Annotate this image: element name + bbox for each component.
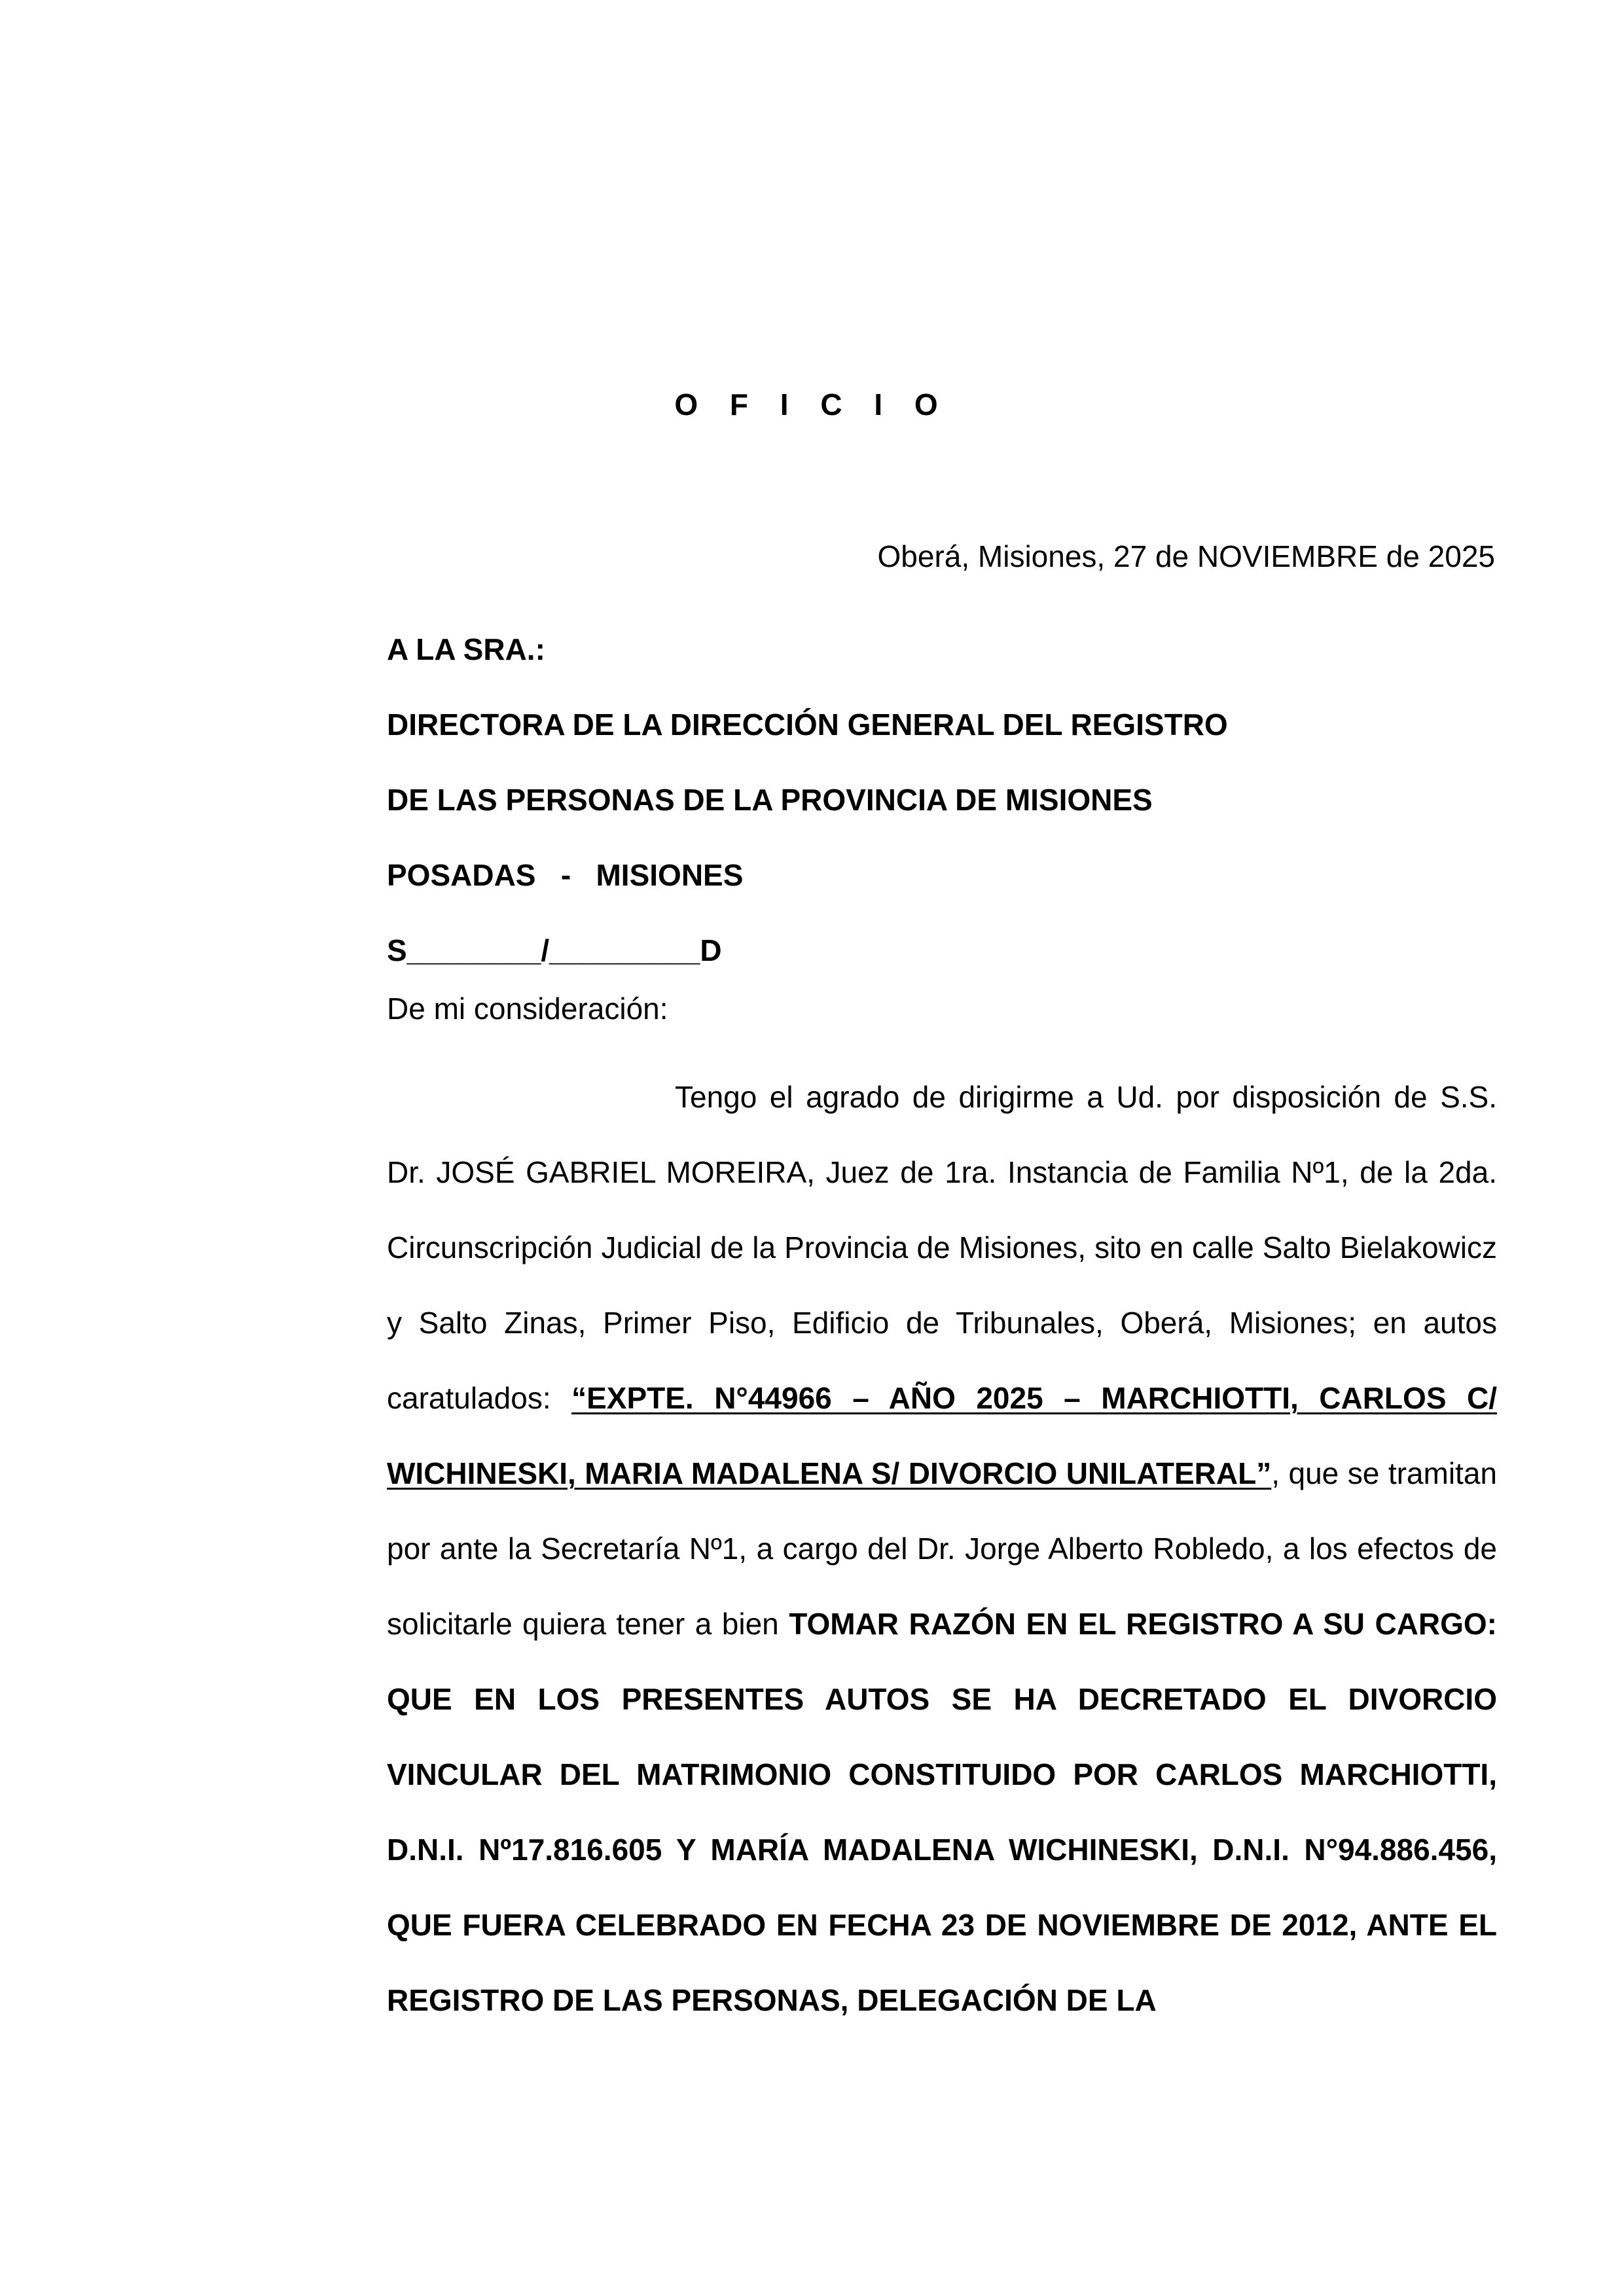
body-paragraph <box>387 1060 1497 2038</box>
addressee-line-3: DE LAS PERSONAS DE LA PROVINCIA DE MISIONES <box>387 783 1153 817</box>
addressee-line-1: A LA SRA.: <box>387 632 545 666</box>
addressee-line-5: S________/_________D <box>387 933 722 967</box>
place-date: Oberá, Misiones, 27 de NOVIEMBRE de 2025 <box>877 539 1495 573</box>
document-title: O F I C I O <box>674 387 950 422</box>
addressee-line-4: POSADAS - MISIONES <box>387 858 744 892</box>
body-text-part-2: , que se tramitan por ante la Secretaría Nº1, a cargo del Dr. Jorge Alberto Robledo, a los efectos de solicitarle quiera tener a bien <box>387 1456 1497 1641</box>
registry-order: TOMAR RAZÓN EN EL REGISTRO A SU CARGO: QUE EN LOS PRESENTES AUTOS SE HA DECRETADO EL DIVORCIO VINCULAR DEL MATRIMONIO CONSTITUIDO POR CARLOS MARCHIOTTI, D.N.I. Nº17.816.605 Y MARÍA MADALENA WICHINESKI, D.N.I. N°94.886.456, QUE FUERA CELEBRADO EN FECHA 23 DE NOVIEMBRE DE 2012, ANTE EL REGISTRO DE LAS PERSONAS, DELEGACIÓN DE LA <box>387 1607 1497 2017</box>
body-text-part-1: Tengo el agrado de dirigirme a Ud. por disposición de S.S. Dr. JOSÉ GABRIEL MOREIRA, Juez de 1ra. Instancia de Familia Nº1, de la 2da. Circunscripción Judicial de la Provincia de Misiones, sito en calle Salto Bielakowicz y Salto Zinas, Primer Piso, Edificio de Tribunales, Oberá, Misiones; en autos caratulados: <box>387 1080 1497 1415</box>
salutation: De mi consideración: <box>387 992 668 1026</box>
addressee-line-2: DIRECTORA DE LA DIRECCIÓN GENERAL DEL REGISTRO <box>387 708 1228 742</box>
addressee-block <box>387 612 1500 988</box>
case-title: “EXPTE. N°44966 – AÑO 2025 – MARCHIOTTI, CARLOS C/ WICHINESKI, MARIA MADALENA S/ DIVORCIO UNILATERAL” <box>387 1381 1497 1490</box>
